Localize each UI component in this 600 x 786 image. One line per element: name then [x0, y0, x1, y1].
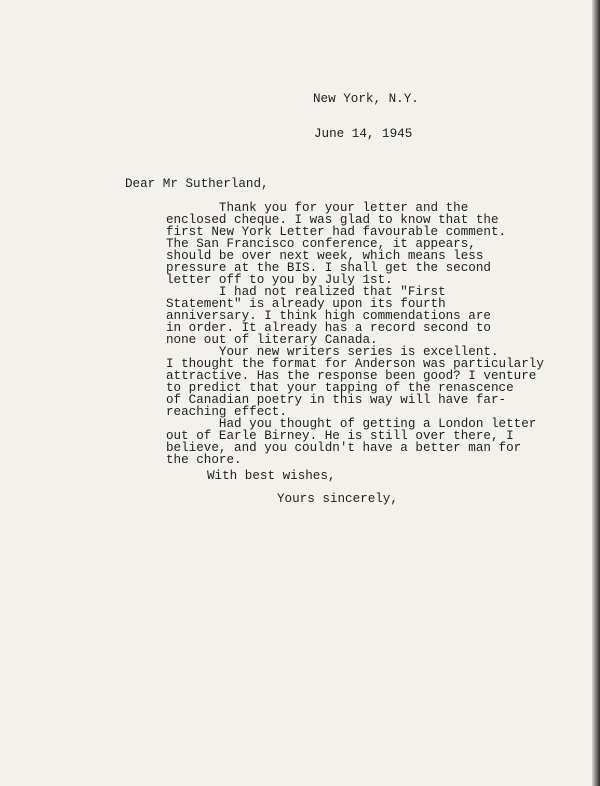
- body-line: in order. It already has a record second to: [166, 321, 491, 335]
- letter-date: June 14, 1945: [314, 127, 413, 141]
- body-line: letter off to you by July 1st.: [166, 273, 393, 287]
- body-line: pressure at the BIS. I shall get the second: [166, 261, 491, 275]
- body-line: Thank you for your letter and the: [166, 201, 469, 215]
- letter-place: New York, N.Y.: [313, 92, 419, 106]
- body-line: to predict that your tapping of the renascence: [166, 381, 514, 395]
- body-line: none out of literary Canada.: [166, 333, 378, 347]
- body-line: should be over next week, which means less: [166, 249, 484, 263]
- body-line: I had not realized that "First: [166, 285, 446, 299]
- body-line: first New York Letter had favourable comment.: [166, 225, 507, 239]
- body-line: Your new writers series is excellent.: [166, 345, 499, 359]
- letter-closing: With best wishes,: [207, 469, 336, 483]
- body-line: anniversary. I think high commendations are: [166, 309, 491, 323]
- body-line: attractive. Has the response been good? I venture: [166, 369, 537, 383]
- body-line: believe, and you couldn't have a better man for: [166, 441, 522, 455]
- body-line: Statement" is already upon its fourth: [166, 297, 446, 311]
- letter-salutation: Dear Mr Sutherland,: [125, 177, 269, 191]
- letter-signoff: Yours sincerely,: [277, 492, 398, 506]
- body-line: the chore.: [166, 453, 242, 467]
- body-line: The San Francisco conference, it appears,: [166, 237, 476, 251]
- body-line: enclosed cheque. I was glad to know that the: [166, 213, 499, 227]
- paper-edge-shadow: [592, 0, 600, 786]
- body-line: out of Earle Birney. He is still over there, I: [166, 429, 514, 443]
- body-line: reaching effect.: [166, 405, 287, 419]
- body-line: Had you thought of getting a London letter: [166, 417, 537, 431]
- body-line: of Canadian poetry in this way will have far-: [166, 393, 507, 407]
- body-line: I thought the format for Anderson was particularly: [166, 357, 544, 371]
